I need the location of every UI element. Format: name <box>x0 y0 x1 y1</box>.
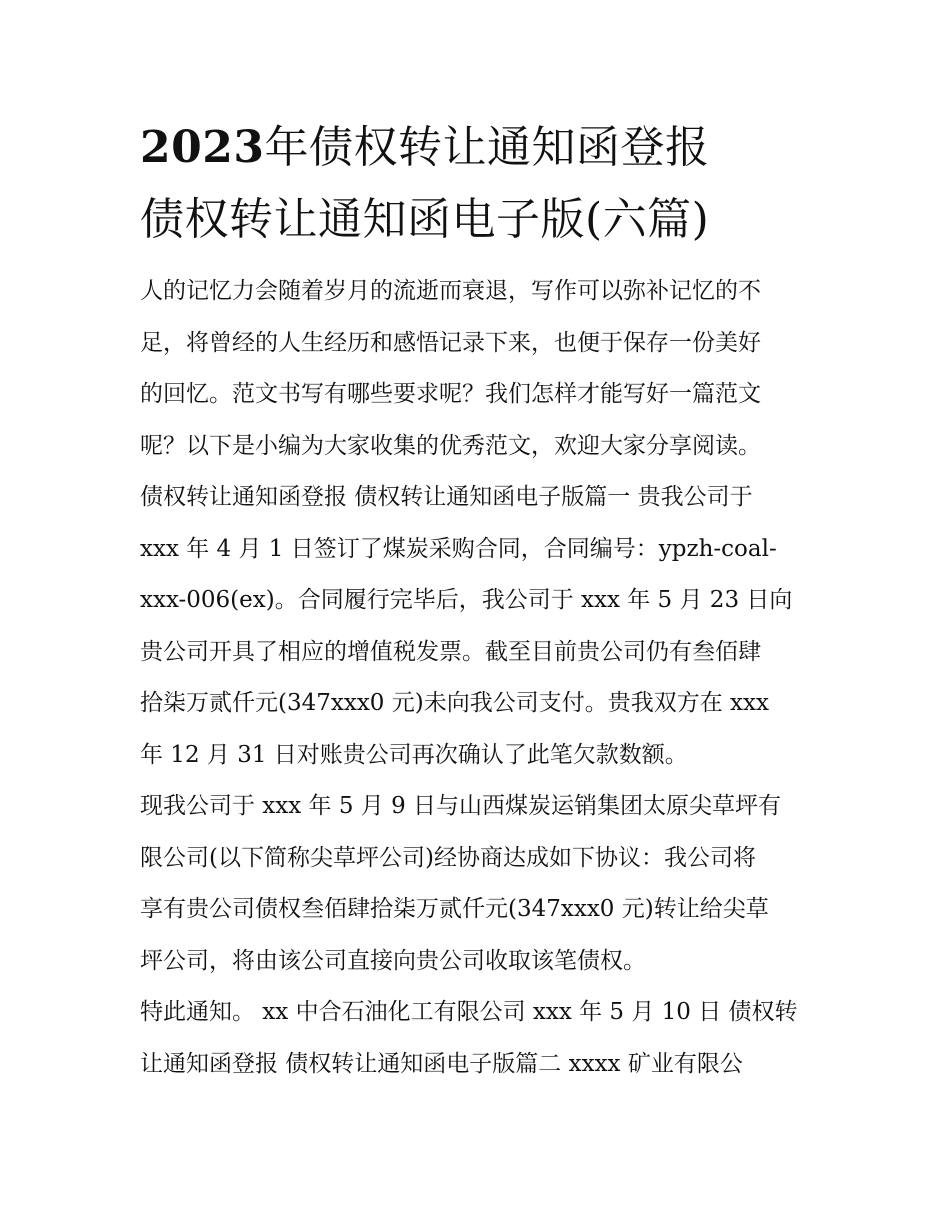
paragraph-letter-1 <box>140 472 820 781</box>
text-line: xxx-006(ex)。合同履行完毕后，我公司于 xxx 年 5 月 23 日向 <box>140 587 793 613</box>
text-line: 的回忆。范文书写有哪些要求呢？我们怎样才能写好一篇范文 <box>140 381 761 407</box>
text-line: 年 12 月 31 日对账贵公司再次确认了此笔欠款数额。 <box>140 741 688 768</box>
text-line: 债权转让通知函登报 债权转让通知函电子版篇一 贵我公司于 <box>140 484 753 510</box>
paragraph-notice <box>140 987 820 1090</box>
document-page <box>140 112 820 1090</box>
paragraph-agreement <box>140 781 820 987</box>
title-line-2: 债权转让通知函电子版(六篇) <box>140 194 710 245</box>
document-title <box>140 112 820 256</box>
title-line-1 <box>140 112 820 184</box>
text-line: 特此通知。 xx 中合石油化工有限公司 xxx 年 5 月 10 日 债权转 <box>140 999 798 1025</box>
text-line: 现我公司于 xxx 年 5 月 9 日与山西煤炭运销集团太原尖草坪有 <box>140 793 782 819</box>
paragraph-intro <box>140 266 820 472</box>
title-year: 2023 <box>140 122 265 173</box>
text-line: 拾柒万贰仟元(347xxx0 元)未向我公司支付。贵我双方在 xxx <box>140 690 769 716</box>
text-line: 人的记忆力会随着岁月的流逝而衰退，写作可以弥补记忆的不 <box>140 278 761 304</box>
text-line: 贵公司开具了相应的增值税发票。截至目前贵公司仍有叁佰肆 <box>140 638 761 665</box>
text-line: xxx 年 4 月 1 日签订了煤炭采购合同，合同编号：ypzh-coal- <box>140 535 777 562</box>
text-line: 享有贵公司债权叁佰肆拾柒万贰仟元(347xxx0 元)转让给尖草 <box>140 896 769 922</box>
text-line: 呢？以下是小编为大家收集的优秀范文，欢迎大家分享阅读。 <box>140 432 761 459</box>
title-line-1-text: 年债权转让通知函登报 <box>264 122 710 173</box>
text-line: 让通知函登报 债权转让通知函电子版篇二 xxxx 矿业有限公 <box>140 1050 743 1077</box>
text-line: 限公司(以下简称尖草坪公司)经协商达成如下协议：我公司将 <box>140 844 756 871</box>
document-body <box>140 266 820 1090</box>
text-line: 足，将曾经的人生经历和感悟记录下来，也便于保存一份美好 <box>140 329 761 356</box>
text-line: 坪公司，将由该公司直接向贵公司收取该笔债权。 <box>140 947 646 974</box>
